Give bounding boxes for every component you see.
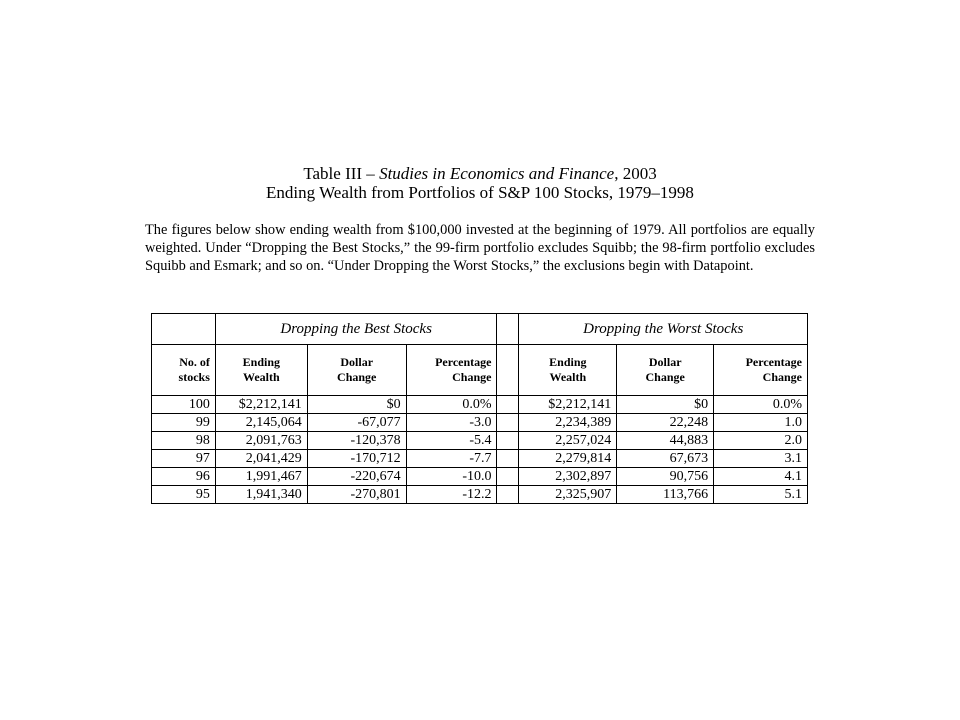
- group-blank-cell: [152, 314, 216, 345]
- table-title: [140, 164, 820, 202]
- header-best-ending-wealth: Ending Wealth: [215, 345, 307, 396]
- title-prefix: Table III –: [303, 164, 380, 183]
- cell-worst-dollar-change: 22,248: [617, 414, 714, 432]
- cell-gap: [497, 414, 519, 432]
- cell-best-ending-wealth: 1,991,467: [215, 468, 307, 486]
- header-gap-cell: [497, 345, 519, 396]
- cell-stocks: 97: [152, 450, 216, 468]
- table-row: [152, 450, 808, 468]
- cell-best-dollar-change: -170,712: [307, 450, 406, 468]
- header-stocks: No. of stocks: [152, 345, 216, 396]
- cell-worst-percentage-change: 3.1: [714, 450, 808, 468]
- group-worst-stocks: Dropping the Worst Stocks: [519, 314, 808, 345]
- title-year: , 2003: [614, 164, 657, 183]
- cell-best-percentage-change: -10.0: [406, 468, 497, 486]
- cell-worst-dollar-change: 44,883: [617, 432, 714, 450]
- cell-worst-percentage-change: 4.1: [714, 468, 808, 486]
- cell-worst-ending-wealth: 2,257,024: [519, 432, 617, 450]
- cell-worst-ending-wealth: 2,279,814: [519, 450, 617, 468]
- column-header-row: [152, 345, 808, 396]
- cell-stocks: 99: [152, 414, 216, 432]
- ending-wealth-table: [151, 313, 808, 504]
- cell-best-ending-wealth: 2,041,429: [215, 450, 307, 468]
- cell-worst-percentage-change: 5.1: [714, 486, 808, 504]
- cell-best-ending-wealth: 1,941,340: [215, 486, 307, 504]
- cell-worst-ending-wealth: 2,325,907: [519, 486, 617, 504]
- cell-best-dollar-change: -270,801: [307, 486, 406, 504]
- cell-worst-percentage-change: 1.0: [714, 414, 808, 432]
- cell-gap: [497, 450, 519, 468]
- group-best-stocks: Dropping the Best Stocks: [215, 314, 497, 345]
- header-worst-ending-wealth: Ending Wealth: [519, 345, 617, 396]
- cell-worst-ending-wealth: 2,234,389: [519, 414, 617, 432]
- cell-worst-dollar-change: 113,766: [617, 486, 714, 504]
- table-description: The figures below show ending wealth from $100,000 invested at the beginning of 1979. All portfolios are equally weighted. Under “Dropping the Best Stocks,” the 99-firm portfolio excludes Squibb; the 98-firm portfolio excludes Squibb and Esmark; and so on. “Under Dropping the Worst Stocks,” the exclusions begin with Datapoint.: [145, 222, 815, 274]
- cell-best-percentage-change: -12.2: [406, 486, 497, 504]
- table-row: [152, 468, 808, 486]
- cell-worst-ending-wealth: $2,212,141: [519, 396, 617, 414]
- header-best-dollar-change: Dollar Change: [307, 345, 406, 396]
- cell-gap: [497, 432, 519, 450]
- cell-gap: [497, 468, 519, 486]
- cell-gap: [497, 486, 519, 504]
- cell-stocks: 95: [152, 486, 216, 504]
- cell-best-percentage-change: -3.0: [406, 414, 497, 432]
- cell-best-ending-wealth: 2,145,064: [215, 414, 307, 432]
- cell-best-percentage-change: -7.7: [406, 450, 497, 468]
- group-header-row: [152, 314, 808, 345]
- header-best-percentage-change: Percentage Change: [406, 345, 497, 396]
- table-row: [152, 414, 808, 432]
- cell-stocks: 100: [152, 396, 216, 414]
- title-line-1: [140, 164, 820, 183]
- cell-best-dollar-change: -67,077: [307, 414, 406, 432]
- cell-gap: [497, 396, 519, 414]
- cell-worst-percentage-change: 0.0%: [714, 396, 808, 414]
- group-gap-cell: [497, 314, 519, 345]
- cell-worst-dollar-change: $0: [617, 396, 714, 414]
- title-line-2: Ending Wealth from Portfolios of S&P 100 Stocks, 1979–1998: [266, 183, 694, 202]
- cell-best-ending-wealth: $2,212,141: [215, 396, 307, 414]
- cell-worst-percentage-change: 2.0: [714, 432, 808, 450]
- cell-best-ending-wealth: 2,091,763: [215, 432, 307, 450]
- header-worst-dollar-change: Dollar Change: [617, 345, 714, 396]
- cell-best-dollar-change: -220,674: [307, 468, 406, 486]
- cell-best-dollar-change: -120,378: [307, 432, 406, 450]
- table-row: [152, 486, 808, 504]
- cell-stocks: 96: [152, 468, 216, 486]
- cell-stocks: 98: [152, 432, 216, 450]
- cell-best-percentage-change: -5.4: [406, 432, 497, 450]
- table-row: [152, 396, 808, 414]
- cell-best-dollar-change: $0: [307, 396, 406, 414]
- cell-best-percentage-change: 0.0%: [406, 396, 497, 414]
- cell-worst-ending-wealth: 2,302,897: [519, 468, 617, 486]
- table-row: [152, 432, 808, 450]
- cell-worst-dollar-change: 67,673: [617, 450, 714, 468]
- cell-worst-dollar-change: 90,756: [617, 468, 714, 486]
- header-worst-percentage-change: Percentage Change: [714, 345, 808, 396]
- title-journal: Studies in Economics and Finance: [379, 164, 615, 183]
